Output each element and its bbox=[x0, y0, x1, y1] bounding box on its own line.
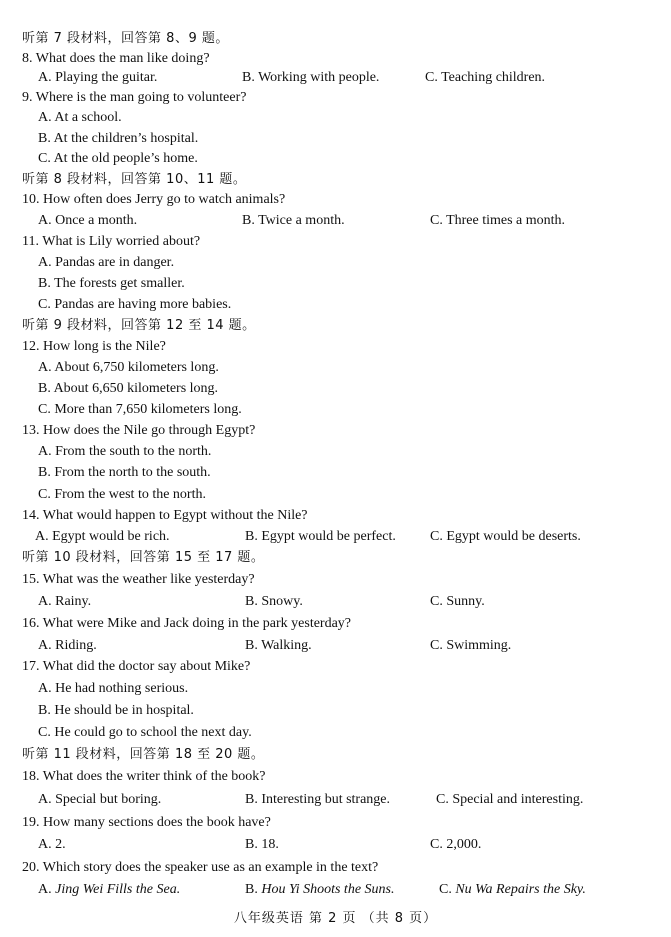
option-20a bbox=[38, 879, 180, 900]
option-prefix: C. bbox=[439, 882, 456, 897]
option-17c: C. He could go to school the next day. bbox=[38, 725, 252, 740]
option-13b: B. From the north to the south. bbox=[38, 465, 211, 480]
option-15a: A. Rainy. bbox=[38, 594, 92, 609]
story-title: Jing Wei Fills the Sea. bbox=[55, 882, 181, 897]
story-title: Nu Wa Repairs the Sky. bbox=[455, 882, 586, 897]
section-heading: 听第 7 段材料，回答第 8、9 题。 bbox=[22, 31, 229, 46]
option-8c: C. Teaching children. bbox=[425, 70, 546, 85]
options-row-18 bbox=[0, 789, 671, 810]
section-heading: 听第 10 段材料，回答第 15 至 17 题。 bbox=[22, 550, 265, 565]
section-heading: 听第 8 段材料，回答第 10、11 题。 bbox=[22, 172, 247, 187]
options-row-14 bbox=[0, 526, 671, 547]
options-row-20 bbox=[0, 879, 671, 900]
question-15: 15. What was the weather like yesterday? bbox=[22, 572, 255, 587]
option-12b: B. About 6,650 kilometers long. bbox=[38, 381, 219, 396]
options-row-16 bbox=[0, 635, 671, 656]
options-row-10 bbox=[0, 210, 671, 231]
option-16c: C. Swimming. bbox=[430, 638, 512, 653]
option-8b: B. Working with people. bbox=[242, 70, 380, 85]
section-heading: 听第 9 段材料，回答第 12 至 14 题。 bbox=[22, 318, 256, 333]
option-12c: C. More than 7,650 kilometers long. bbox=[38, 402, 242, 417]
question-20: 20. Which story does the speaker use as an example in the text? bbox=[22, 860, 379, 875]
question-11: 11. What is Lily worried about? bbox=[22, 234, 201, 249]
question-17: 17. What did the doctor say about Mike? bbox=[22, 659, 251, 674]
option-16b: B. Walking. bbox=[245, 638, 312, 653]
option-9a: A. At a school. bbox=[38, 110, 122, 125]
question-8: 8. What does the man like doing? bbox=[22, 51, 210, 66]
option-14c: C. Egypt would be deserts. bbox=[430, 529, 581, 544]
section-heading: 听第 11 段材料，回答第 18 至 20 题。 bbox=[22, 747, 265, 762]
option-prefix: B. bbox=[245, 882, 262, 897]
option-20c bbox=[439, 879, 586, 900]
question-9: 9. Where is the man going to volunteer? bbox=[22, 90, 247, 105]
page-footer: 八年级英语 第 2 页 （共 8 页） bbox=[233, 911, 438, 926]
option-20b bbox=[245, 879, 394, 900]
option-11b: B. The forests get smaller. bbox=[38, 276, 185, 291]
question-10: 10. How often does Jerry go to watch animals? bbox=[22, 192, 286, 207]
option-16a: A. Riding. bbox=[38, 638, 97, 653]
option-prefix: A. bbox=[38, 882, 56, 897]
option-13c: C. From the west to the north. bbox=[38, 487, 206, 502]
option-11c: C. Pandas are having more babies. bbox=[38, 297, 232, 312]
option-14a: A. Egypt would be rich. bbox=[35, 529, 170, 544]
options-row-15 bbox=[0, 591, 671, 612]
option-9c: C. At the old people’s home. bbox=[38, 151, 198, 166]
option-10c: C. Three times a month. bbox=[430, 213, 566, 228]
option-10b: B. Twice a month. bbox=[242, 213, 345, 228]
option-17a: A. He had nothing serious. bbox=[38, 681, 189, 696]
option-12a: A. About 6,750 kilometers long. bbox=[38, 360, 219, 375]
option-17b: B. He should be in hospital. bbox=[38, 703, 194, 718]
story-title: Hou Yi Shoots the Suns. bbox=[261, 882, 395, 897]
option-18b: B. Interesting but strange. bbox=[245, 792, 391, 807]
options-row-8 bbox=[0, 67, 671, 88]
question-13: 13. How does the Nile go through Egypt? bbox=[22, 423, 256, 438]
option-10a: A. Once a month. bbox=[38, 213, 138, 228]
question-16: 16. What were Mike and Jack doing in the park yesterday? bbox=[22, 616, 352, 631]
question-19: 19. How many sections does the book have? bbox=[22, 815, 271, 830]
options-row-19 bbox=[0, 834, 671, 855]
option-19a: A. 2. bbox=[38, 837, 66, 852]
option-15b: B. Snowy. bbox=[245, 594, 303, 609]
question-18: 18. What does the writer think of the book? bbox=[22, 769, 266, 784]
option-13a: A. From the south to the north. bbox=[38, 444, 212, 459]
option-19b: B. 18. bbox=[245, 837, 279, 852]
question-12: 12. How long is the Nile? bbox=[22, 339, 166, 354]
option-14b: B. Egypt would be perfect. bbox=[245, 529, 396, 544]
option-9b: B. At the children’s hospital. bbox=[38, 131, 199, 146]
option-8a: A. Playing the guitar. bbox=[38, 70, 158, 85]
option-15c: C. Sunny. bbox=[430, 594, 485, 609]
option-18c: C. Special and interesting. bbox=[436, 792, 584, 807]
option-11a: A. Pandas are in danger. bbox=[38, 255, 175, 270]
option-19c: C. 2,000. bbox=[430, 837, 482, 852]
question-14: 14. What would happen to Egypt without the Nile? bbox=[22, 508, 308, 523]
option-18a: A. Special but boring. bbox=[38, 792, 162, 807]
